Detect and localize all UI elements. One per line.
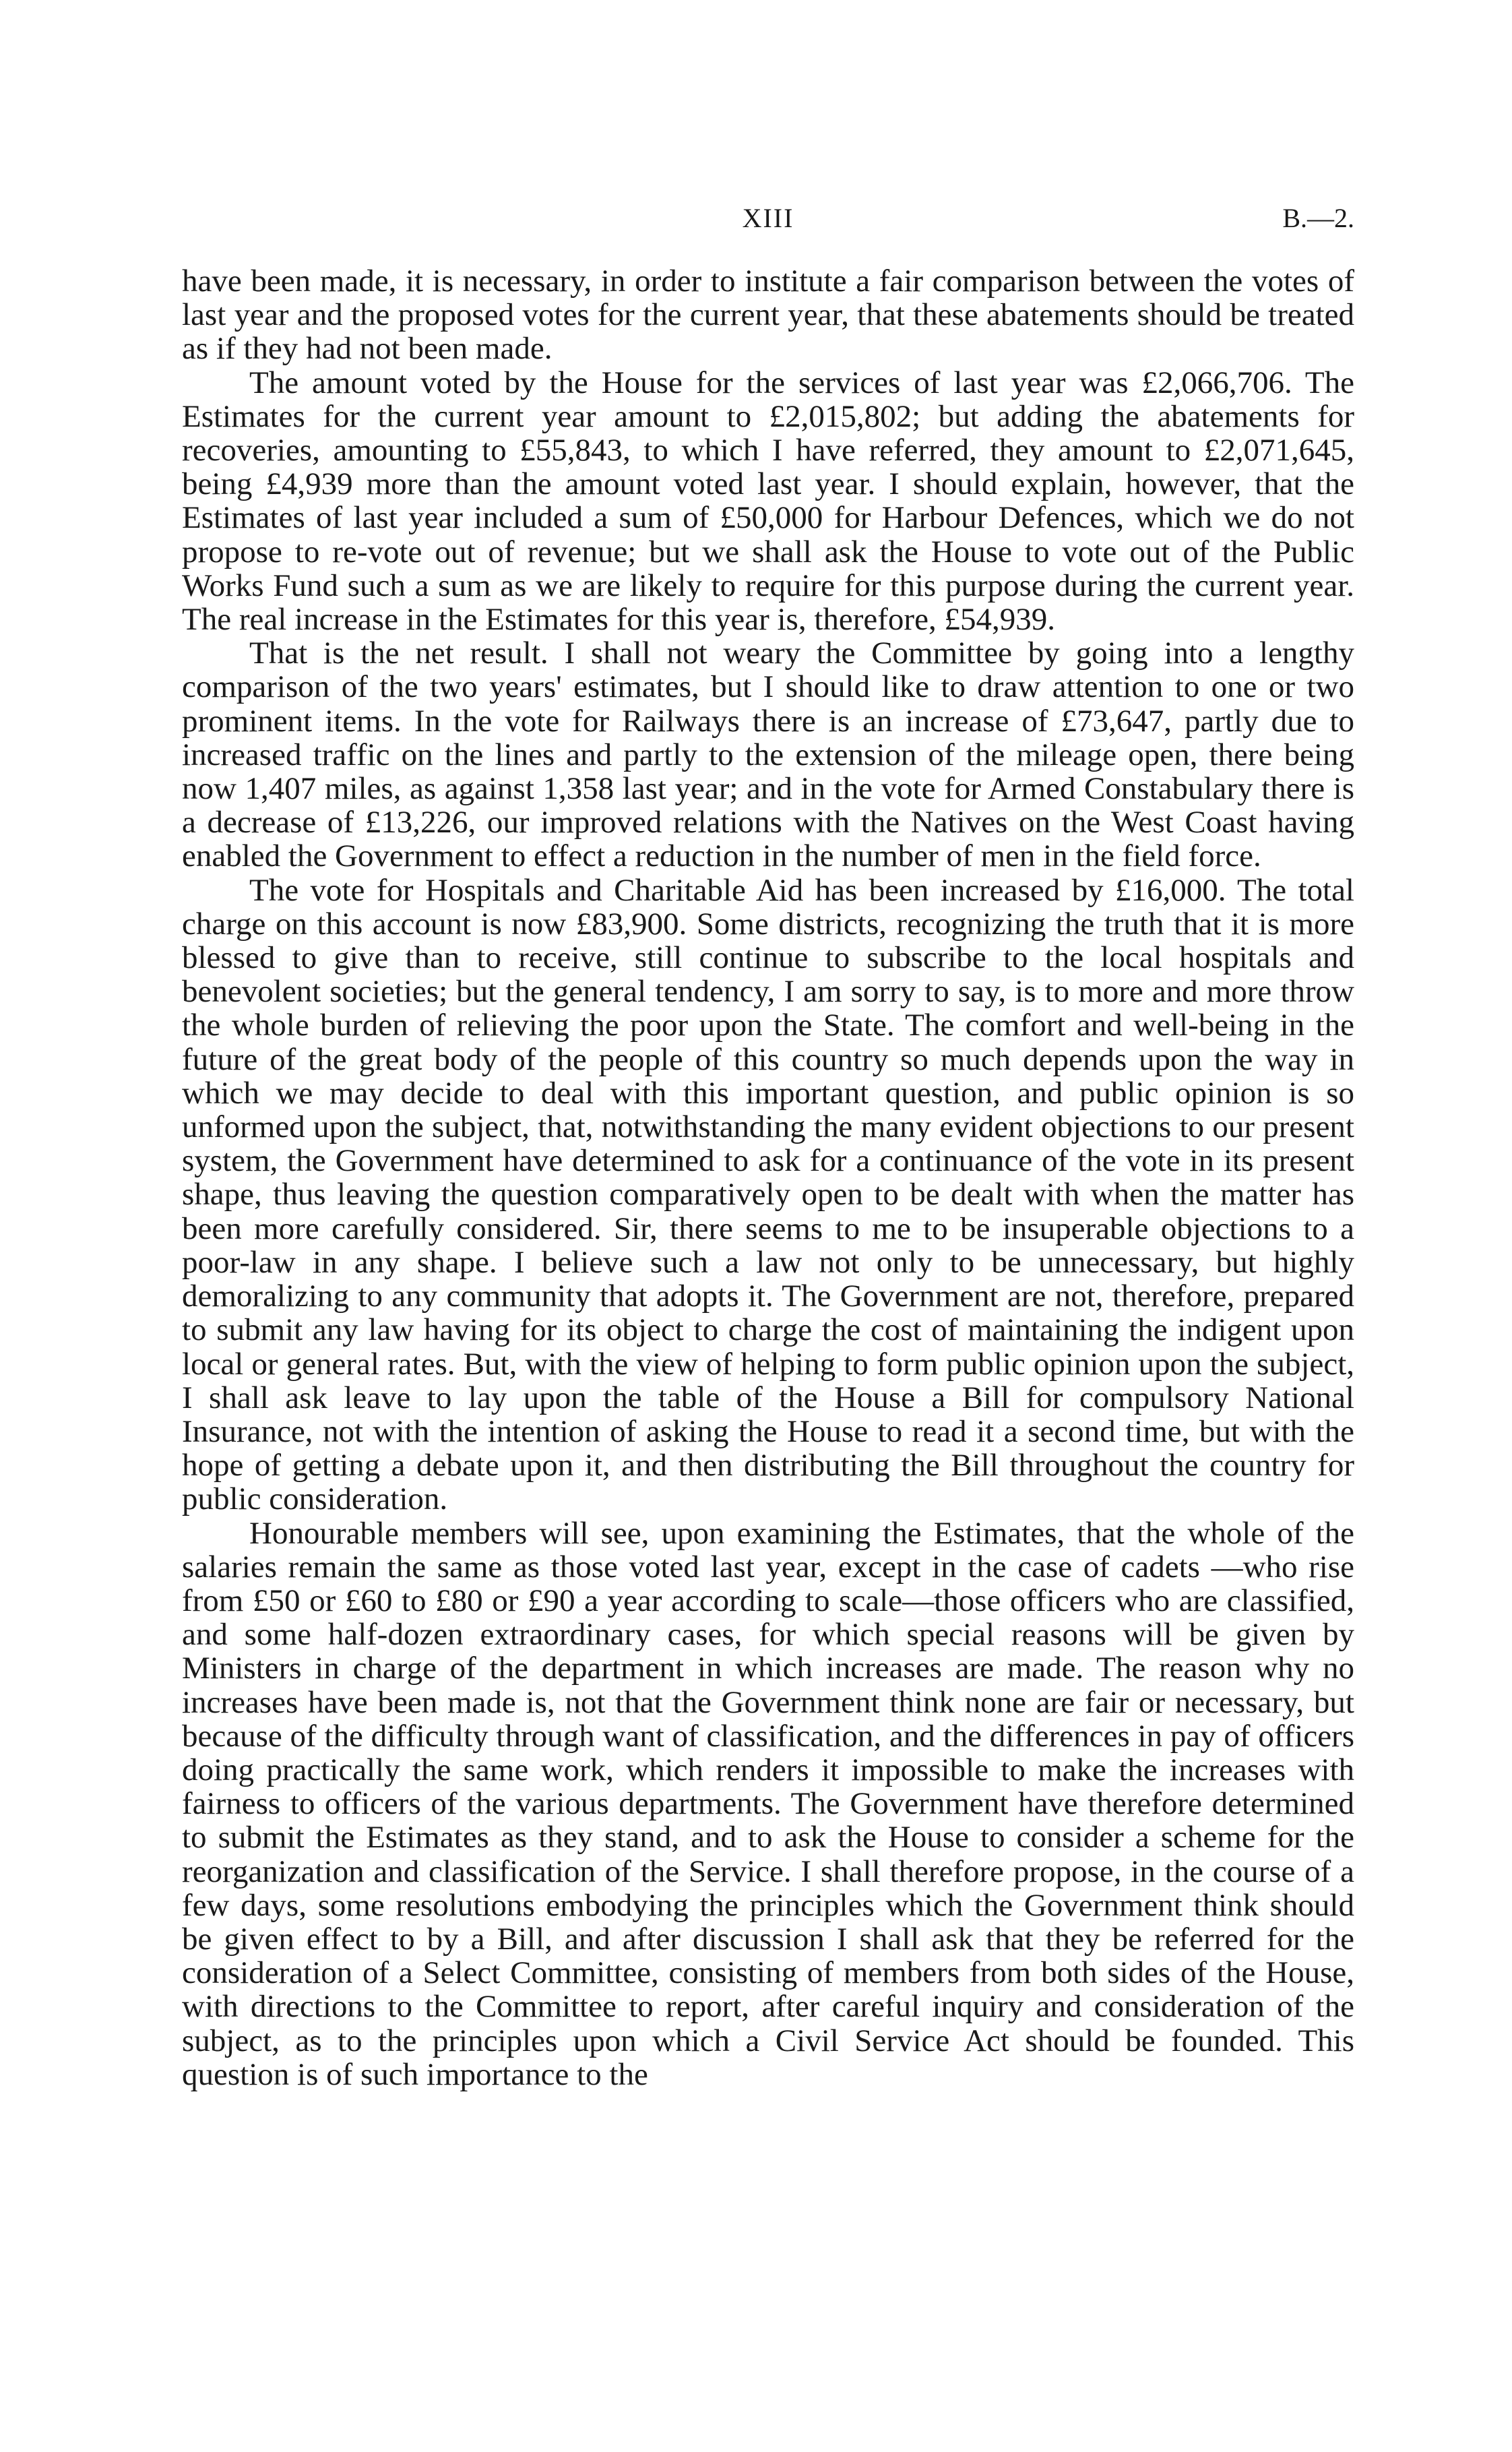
body-text [182, 264, 1354, 2091]
page-number: XIII [742, 203, 794, 233]
paragraph-net-result: That is the net result. I shall not weary the Committee by going into a lengthy comparison of the two years' estimates, but I should like to draw attention to one or two prominent items. In the vote for Railways there is an increase of £73,647, partly due to increased traffic on the lines and partly to the extension of the mileage open, there being now 1,407 miles, as against 1,358 last year; and in the vote for Armed Constabulary there is a decrease of £13,226, our improved relations with the Natives on the West Coast having enabled the Government to effect a reduction in the number of men in the field force. [182, 636, 1354, 874]
paragraph-salaries: Honourable members will see, upon examining the Estimates, that the whole of the salaries remain the same as those voted last year, except in the case of cadets —who rise from £50 or £60 to £80 or £90 a year according to scale—those officers who are classified, and some half-dozen extraordinary cases, for which special reasons will be given by Ministers in charge of the department in which increases are made. The reason why no increases have been made is, not that the Government think none are fair or necessary, but because of the difficulty through want of classification, and the differences in pay of officers doing practically the same work, which renders it impossible to make the increases with fairness to officers of the various departments. The Government have therefore determined to submit the Estimates as they stand, and to ask the House to consider a scheme for the reorganization and classification of the Service. I shall therefore propose, in the course of a few days, some resolutions embodying the principles which the Government think should be given effect to by a Bill, and after discussion I shall ask that they be referred for the consideration of a Select Committee, consisting of members from both sides of the House, with directions to the Committee to report, after careful inquiry and consideration of the subject, as to the principles upon which a Civil Service Act should be founded. This question is of such importance to the [182, 1515, 1354, 2092]
page-header [182, 202, 1354, 243]
document-reference: B.—2. [1282, 203, 1354, 233]
paragraph-amount-voted: The amount voted by the House for the services of last year was £2,066,706. The Estimates for the current year amount to £2,015,802; but adding the abatements for recoveries, amounting to £55,843, to which I have referred, they amount to £2,071,645, being £4,939 more than the amount voted last year. I should explain, however, that the Estimates of last year included a sum of £50,000 for Harbour Defences, which we do not propose to re-vote out of revenue; but we shall ask the House to vote out of the Public Works Fund such a sum as we are likely to require for this purpose during the current year. The real increase in the Estimates for this year is, therefore, £54,939. [182, 365, 1354, 638]
paragraph-hospitals: The vote for Hospitals and Charitable Aid has been increased by £16,000. The total charge on this account is now £83,900. Some districts, recognizing the truth that it is more blessed to give than to receive, still continue to subscribe to the local hospitals and benevolent societies; but the general tendency, I am sorry to say, is to more and more throw the whole burden of relieving the poor upon the State. The comfort and well-being in the future of the great body of the people of this country so much depends upon the way in which we may decide to deal with this important question, and public opinion is so unformed upon the subject, that, notwithstanding the many evident objections to our present system, the Government have determined to ask for a continuance of the vote in its present shape, thus leaving the question comparatively open to be dealt with when the matter has been more carefully considered. Sir, there seems to me to be insuperable objections to a poor-law in any shape. I believe such a law not only to be unnecessary, but highly demoralizing to any community that adopts it. The Government are not, therefore, prepared to submit any law having for its object to charge the cost of maintaining the indigent upon local or general rates. But, with the view of helping to form public opinion upon the subject, I shall ask leave to lay upon the table of the House a Bill for compulsory National Insurance, not with the intention of asking the House to read it a second time, but with the hope of getting a debate upon it, and then distributing the Bill throughout the country for public consideration. [182, 872, 1354, 1517]
paragraph-continuation: have been made, it is necessary, in order to institute a fair comparison between the votes of last year and the proposed votes for the current year, that these abatements should be treated as if they had not been made. [182, 264, 1354, 367]
